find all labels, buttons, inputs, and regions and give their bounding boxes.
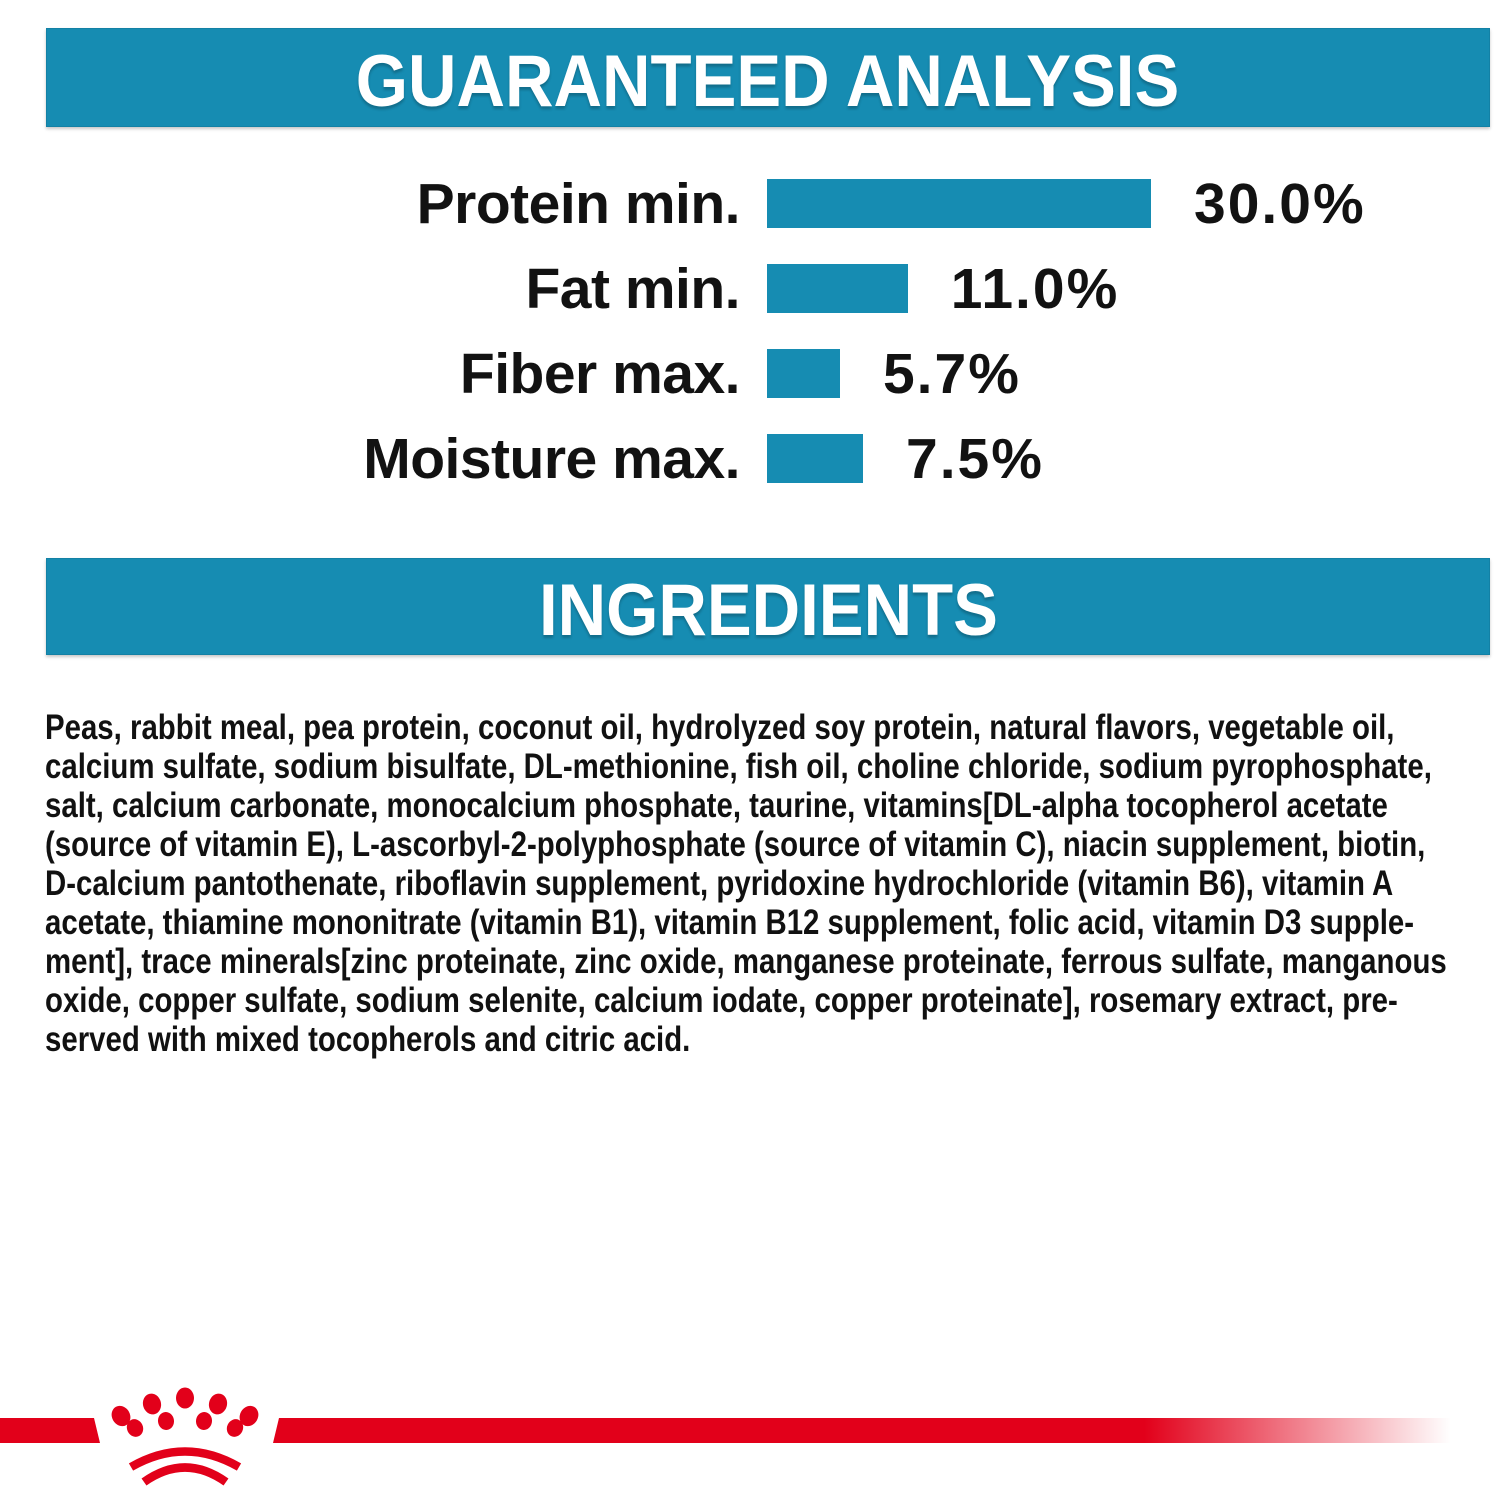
ingredients-header <box>46 558 1490 655</box>
fat-value: 11.0% <box>950 256 1120 321</box>
ingredients-line: (source of vitamin E), L-ascorbyl-2-polyphosphate (source of vitamin C), niacin supplement, biotin, <box>45 825 1426 864</box>
fiber-value: 5.7% <box>882 341 1021 406</box>
ingredients-line: ment], trace minerals[zinc proteinate, zinc oxide, manganese proteinate, ferrous sulfate, manganous <box>45 942 1447 981</box>
royal-canin-crown-icon <box>95 1383 285 1495</box>
chart-row-moisture <box>0 426 1500 491</box>
moisture-bar <box>767 434 863 483</box>
moisture-label: Moisture max. <box>363 426 740 491</box>
chart-row-protein <box>0 171 1500 236</box>
fiber-label: Fiber max. <box>459 341 740 406</box>
fiber-bar <box>767 349 840 398</box>
ingredients-line: served with mixed tocopherols and citric acid. <box>45 1020 691 1059</box>
ingredients-paragraph <box>45 708 1447 1059</box>
protein-bar <box>767 179 1151 228</box>
ingredients-title: INGREDIENTS <box>538 570 998 651</box>
chart-row-fiber <box>0 341 1500 406</box>
guaranteed-analysis-header <box>46 28 1490 127</box>
ingredients-line: Peas, rabbit meal, pea protein, coconut oil, hydrolyzed soy protein, natural flavors, vegetable oil, <box>45 708 1395 747</box>
ingredients-line: salt, calcium carbonate, monocalcium phosphate, taurine, vitamins[DL-alpha tocopherol acetate <box>45 786 1388 825</box>
ingredients-line: D-calcium pantothenate, riboflavin supplement, pyridoxine hydrochloride (vitamin B6), vitamin A <box>45 864 1394 903</box>
brand-stripe-right <box>273 1418 1500 1443</box>
moisture-value: 7.5% <box>906 426 1044 491</box>
ingredients-line: acetate, thiamine mononitrate (vitamin B1), vitamin B12 supplement, folic acid, vitamin D3 supple- <box>45 903 1415 942</box>
ingredients-line: oxide, copper sulfate, sodium selenite, calcium iodate, copper proteinate], rosemary extract, pre- <box>45 981 1398 1020</box>
ingredients-line: calcium sulfate, sodium bisulfate, DL-methionine, fish oil, choline chloride, sodium pyrophosphate, <box>45 747 1432 786</box>
protein-value: 30.0% <box>1194 171 1366 236</box>
brand-stripe-left <box>0 1418 100 1443</box>
guaranteed-analysis-chart <box>0 171 1500 519</box>
fat-label: Fat min. <box>525 256 740 321</box>
chart-row-fat <box>0 256 1500 321</box>
fat-bar <box>767 264 908 313</box>
guaranteed-analysis-title: GUARANTEED ANALYSIS <box>356 41 1180 122</box>
protein-label: Protein min. <box>416 171 740 236</box>
